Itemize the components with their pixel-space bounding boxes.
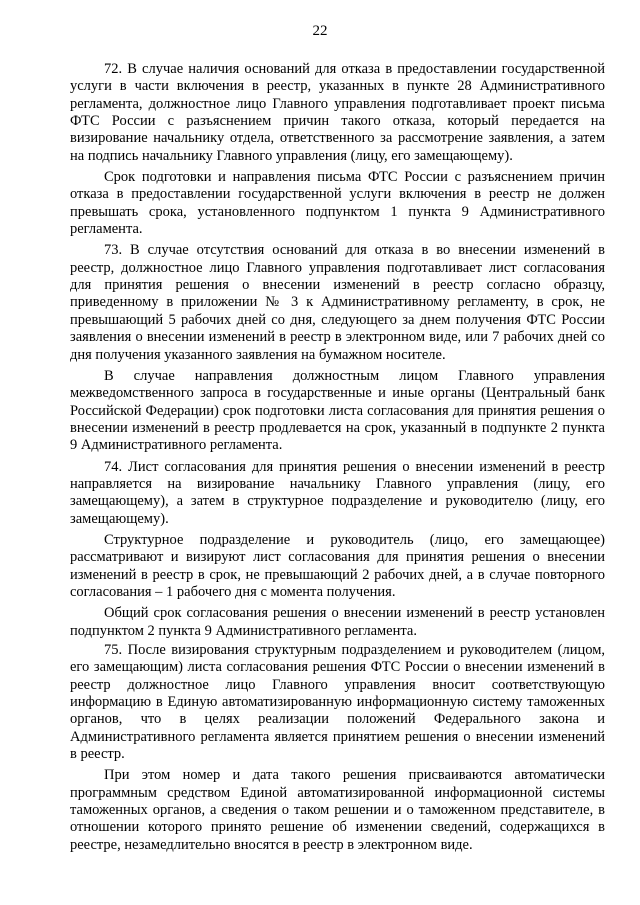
paragraph-72: 72. В случае наличия оснований для отказа в предоставлении государственной услуги в части включения в реестр, указанных в пункте 28 Административного регламента, должностное лицо Главного управления подготавливает проект письма ФТС России с разъяснением причин такого отказа, который передается на визирование начальнику отдела, ответственного за рассмотрение заявления, а затем на подпись начальнику Главного управления (лицу, его замещающему). [70, 61, 605, 164]
paragraph-74-review: Структурное подразделение и руководитель (лицо, его замещающее) рассматривают и визируют лист согласования для принятия решения о внесении изменений в реестр в срок, не превышающий 2 рабочих дней, а в случае повторного согласования – 1 рабочего дня с момента получения. [70, 531, 605, 600]
document-body [70, 61, 605, 858]
paragraph-75-registration: При этом номер и дата такого решения присваиваются автоматически программным средством Единой автоматизированной информационной системы таможенных органов, а сведения о таком решении и о таможенном представителе, в отношении которого принято решение об изменении сведений, содержащихся в реестре, незамедлительно вносятся в реестр в электронном виде. [70, 767, 605, 853]
paragraph-72-deadline: Срок подготовки и направления письма ФТС России с разъяснением причин отказа в предоставлении государственной услуги включения в реестр не должен превышать срока, установленного подпунктом 1 пункта 9 Административного регламента. [70, 169, 605, 238]
paragraph-75: 75. После визирования структурным подразделением и руководителем (лицом, его замещающим) листа согласования решения ФТС России о внесении изменений в реестр должностное лицо Главного управления вносит соответствующую информацию в Единую автоматизированную информационную систему таможенных органов, что в целях реализации положений Федерального закона и Административного регламента является принятием решения о внесении изменений в реестр. [70, 642, 605, 763]
paragraph-74-total-term: Общий срок согласования решения о внесении изменений в реестр установлен подпунктом 2 пункта 9 Административного регламента. [70, 605, 605, 639]
paragraph-73: 73. В случае отсутствия оснований для отказа в во внесении изменений в реестр, должностное лицо Главного управления подготавливает лист согласования для принятия решения о внесении изменений в реестр согласно образцу, приведенному в приложении № 3 к Административному регламенту, в срок, не превышающий 5 рабочих дней со дня, следующего за днем получения ФТС России заявления о внесении изменений в реестр в электронном виде, или 7 рабочих дней со дня получения указанного заявления на бумажном носителе. [70, 242, 605, 363]
page-number: 22 [312, 23, 328, 39]
paragraph-74: 74. Лист согласования для принятия решения о внесении изменений в реестр направляется на визирование начальнику Главного управления (лицу, его замещающему), а затем в структурное подразделение и руководителю (лицу, его замещающему). [70, 458, 605, 527]
paragraph-73-interagency-request: В случае направления должностным лицом Главного управления межведомственного запроса в государственные и иные органы (Центральный банк Российской Федерации) срок подготовки листа согласования для принятия решения о внесении изменений в реестр продлевается на срок, указанный в подпункте 2 пункта 9 Административного регламента. [70, 367, 605, 454]
